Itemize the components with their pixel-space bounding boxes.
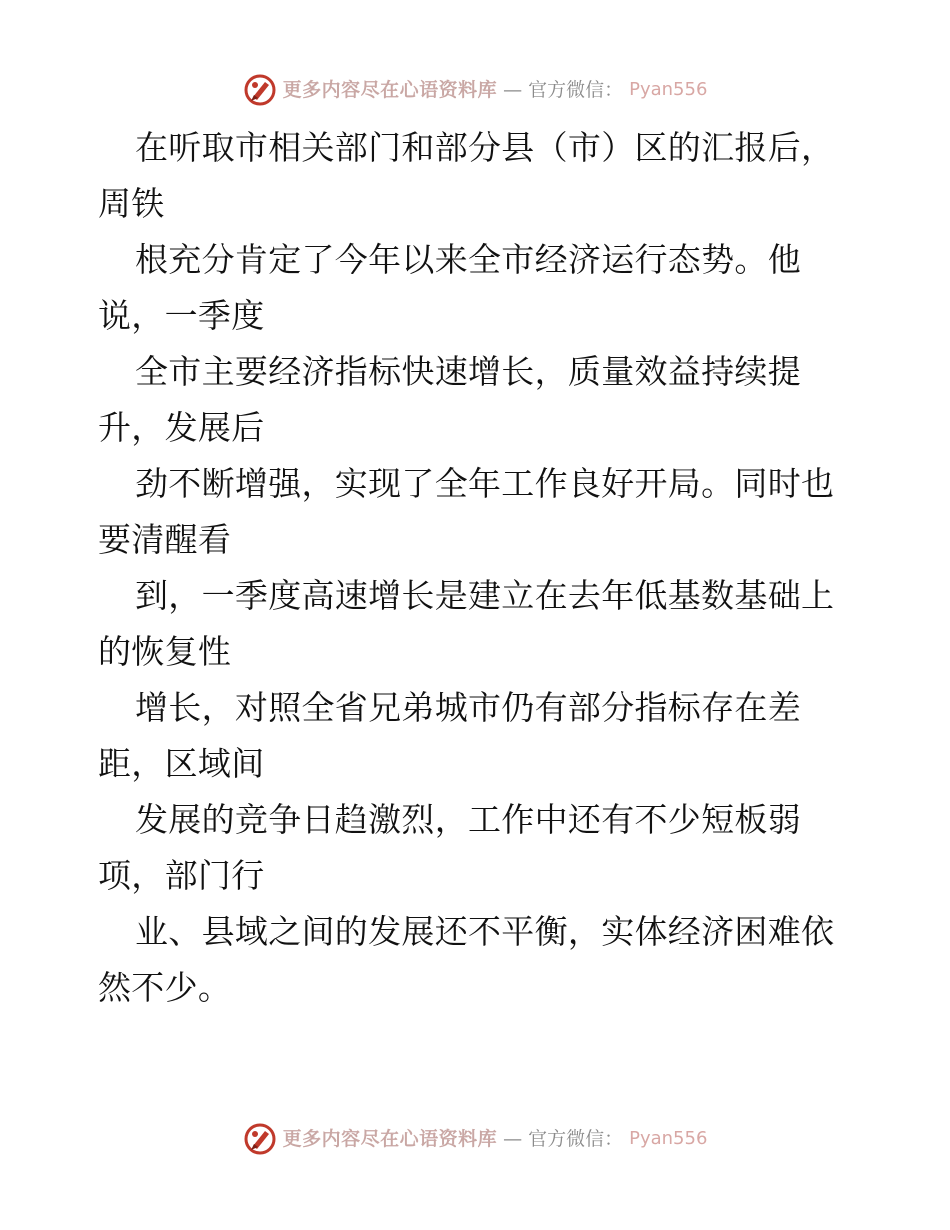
header-wechat-id: Pyan556 xyxy=(629,79,708,100)
footer-separator: — xyxy=(503,1128,523,1150)
pen-nib-logo-icon xyxy=(243,73,277,107)
paragraph-line: 说，一季度 xyxy=(98,296,265,335)
header-banner xyxy=(0,70,950,110)
footer-wechat-id: Pyan556 xyxy=(629,1128,708,1149)
header-brand-text: 更多内容尽在心语资料库 xyxy=(282,79,498,101)
paragraph-line: 全市主要经济指标快速增长，质量效益持续提 xyxy=(135,352,801,391)
paragraph-line: 要清醒看 xyxy=(98,520,232,559)
paragraph-line: 然不少。 xyxy=(98,968,232,1007)
paragraph-line: 在听取市相关部门和部分县（市）区的汇报后， xyxy=(135,128,835,167)
paragraph-line: 业、县域之间的发展还不平衡，实体经济困难依 xyxy=(135,912,835,951)
paragraph-line: 发展的竞争日趋激烈，工作中还有不少短板弱 xyxy=(135,800,801,839)
header-separator: — xyxy=(503,79,523,101)
paragraph-line: 周铁 xyxy=(98,184,165,223)
footer-banner xyxy=(0,1119,950,1159)
paragraph-line: 增长，对照全省兄弟城市仍有部分指标存在差 xyxy=(135,688,801,727)
document-body xyxy=(98,120,868,1016)
paragraph-line: 的恢复性 xyxy=(98,632,232,671)
paragraph-line: 项，部门行 xyxy=(98,856,265,895)
paragraph-line: 劲不断增强，实现了全年工作良好开局。同时也 xyxy=(135,464,835,503)
pen-nib-logo-icon xyxy=(243,1122,277,1156)
paragraph-line: 到，一季度高速增长是建立在去年低基数基础上 xyxy=(135,576,835,615)
footer-brand-text: 更多内容尽在心语资料库 xyxy=(282,1128,498,1150)
paragraph-line: 距，区域间 xyxy=(98,744,265,783)
paragraph-line: 根充分肯定了今年以来全市经济运行态势。他 xyxy=(135,240,801,279)
paragraph-line: 升，发展后 xyxy=(98,408,265,447)
header-official-text: 官方微信： xyxy=(528,79,624,101)
footer-official-text: 官方微信： xyxy=(528,1128,624,1150)
